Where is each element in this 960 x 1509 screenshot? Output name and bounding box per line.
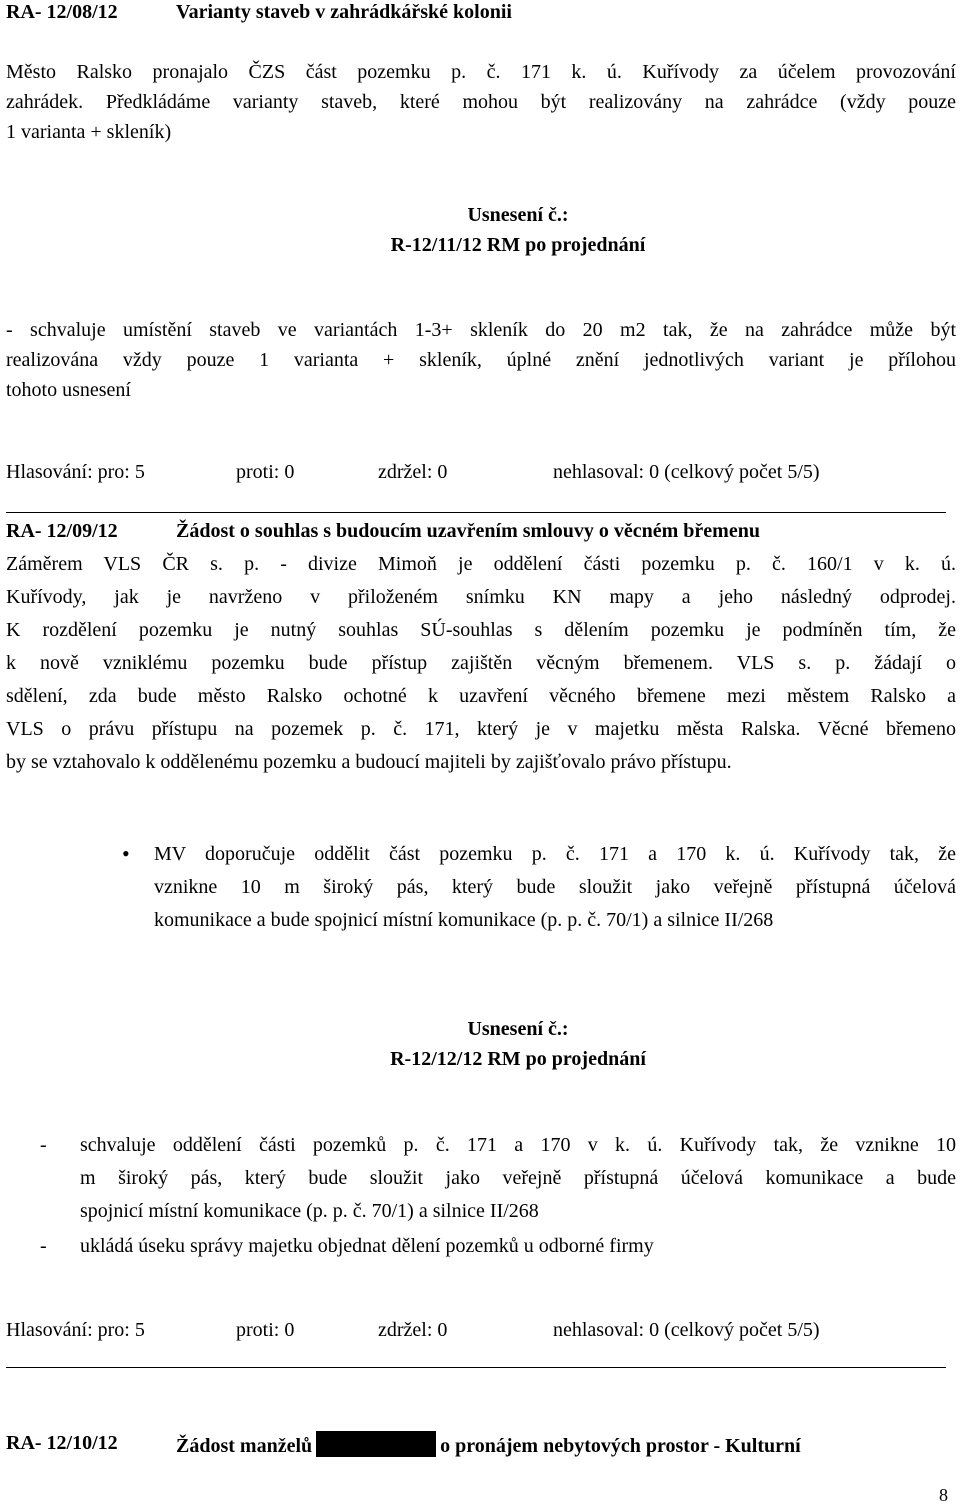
body-line: by se vztahovalo k oddělenému pozemku a budoucí majiteli by zajišťovalo právo přístupu. (6, 751, 732, 773)
item-heading (6, 519, 760, 543)
body-line: Záměrem VLS ČR s. p. - divize Mimoň je oddělení části pozemku p. č. 160/1 v k. ú. (6, 553, 956, 575)
body-line: Město Ralsko pronajalo ČZS část pozemku p. č. 171 k. ú. Kuřívody za účelem provozování (6, 61, 956, 83)
resolution-id: R-12/11/12 RM po projednání (390, 234, 646, 256)
item-code: RA- 12/09/12 (6, 520, 118, 542)
body-line: Kuřívody, jak je navrženo v přiloženém snímku KN mapy a jeho následný odprodej. (6, 586, 956, 608)
resolution-label: Usnesení č.: (467, 1018, 569, 1040)
dash-bullet: - (40, 1134, 47, 1156)
vote-line (6, 1318, 956, 1344)
item-heading (6, 0, 512, 24)
vote-zdrzel: zdržel: 0 (378, 461, 448, 483)
body-line: sdělení, zda bude město Ralsko ochotné k uzavření věcného břemene mezi městem Ralsko a (6, 685, 956, 707)
page-number: 8 (939, 1485, 948, 1505)
body-line: zahrádek. Předkládáme varianty staveb, které mohou být realizovány na zahrádce (vždy pouze (6, 91, 956, 113)
item-title: Žádost o souhlas s budoucím uzavřením smlouvy o věcném břemenu (176, 520, 760, 542)
separator-rule (6, 1367, 946, 1368)
item-code: RA- 12/10/12 (6, 1432, 118, 1454)
resolution-line: spojnicí místní komunikace (p. p. č. 70/1) a silnice II/268 (80, 1200, 539, 1222)
bullet-icon: • (122, 841, 130, 866)
resolution-line: ukládá úseku správy majetku objednat dělení pozemků u odborné firmy (80, 1235, 654, 1257)
vote-proti: proti: 0 (236, 461, 295, 483)
vote-nehlasoval: nehlasoval: 0 (celkový počet 5/5) (553, 1319, 820, 1341)
vote-nehlasoval: nehlasoval: 0 (celkový počet 5/5) (553, 461, 820, 483)
resolution-id: R-12/12/12 RM po projednání (390, 1048, 646, 1070)
resolution-label: Usnesení č.: (467, 204, 569, 226)
separator-rule (6, 512, 946, 513)
resolution-line: m široký pás, který bude sloužit jako veřejně přístupná účelová komunikace a bude (80, 1167, 956, 1189)
bullet-line: MV doporučuje oddělit část pozemku p. č. 171 a 170 k. ú. Kuřívody tak, že (154, 843, 956, 865)
item-code: RA- 12/08/12 (6, 1, 118, 23)
redaction-box (316, 1431, 436, 1457)
bullet-line: vznikne 10 m široký pás, který bude sloužit jako veřejně přístupná účelová (154, 876, 956, 898)
resolution-line: - schvaluje umístění staveb ve variantách 1-3+ skleník do 20 m2 tak, že na zahrádce může být (6, 319, 956, 341)
body-line: K rozdělení pozemku je nutný souhlas SÚ-souhlas s dělením pozemku je podmíněn tím, že (6, 619, 956, 641)
item-title: Varianty staveb v zahrádkářské kolonii (176, 1, 512, 23)
item-heading (6, 1431, 801, 1457)
resolution-line: schvaluje oddělení části pozemků p. č. 171 a 170 v k. ú. Kuřívody tak, že vznikne 10 (80, 1134, 956, 1156)
body-line: k nově vzniklému pozemku bude přístup zajištěn věcným břemenem. VLS s. p. žádají o (6, 652, 956, 674)
item-title-end: o pronájem nebytových prostor - Kulturní (440, 1435, 801, 1457)
resolution-line: tohoto usnesení (6, 379, 131, 401)
bullet-line: komunikace a bude spojnicí místní komunikace (p. p. č. 70/1) a silnice II/268 (154, 909, 774, 931)
body-line: 1 varianta + skleník) (6, 121, 172, 143)
vote-zdrzel: zdržel: 0 (378, 1319, 448, 1341)
vote-pro: Hlasování: pro: 5 (6, 1319, 145, 1341)
item-title-start: Žádost manželů (176, 1435, 313, 1457)
item-title (176, 1431, 801, 1458)
vote-line (6, 460, 956, 486)
body-line: VLS o právu přístupu na pozemek p. č. 171, který je v majetku města Ralska. Věcné břemeno (6, 718, 956, 740)
vote-proti: proti: 0 (236, 1319, 295, 1341)
resolution-line: realizována vždy pouze 1 varianta + skleník, úplné znění jednotlivých variant je přílohou (6, 349, 956, 371)
vote-pro: Hlasování: pro: 5 (6, 461, 145, 483)
dash-bullet: - (40, 1235, 47, 1257)
